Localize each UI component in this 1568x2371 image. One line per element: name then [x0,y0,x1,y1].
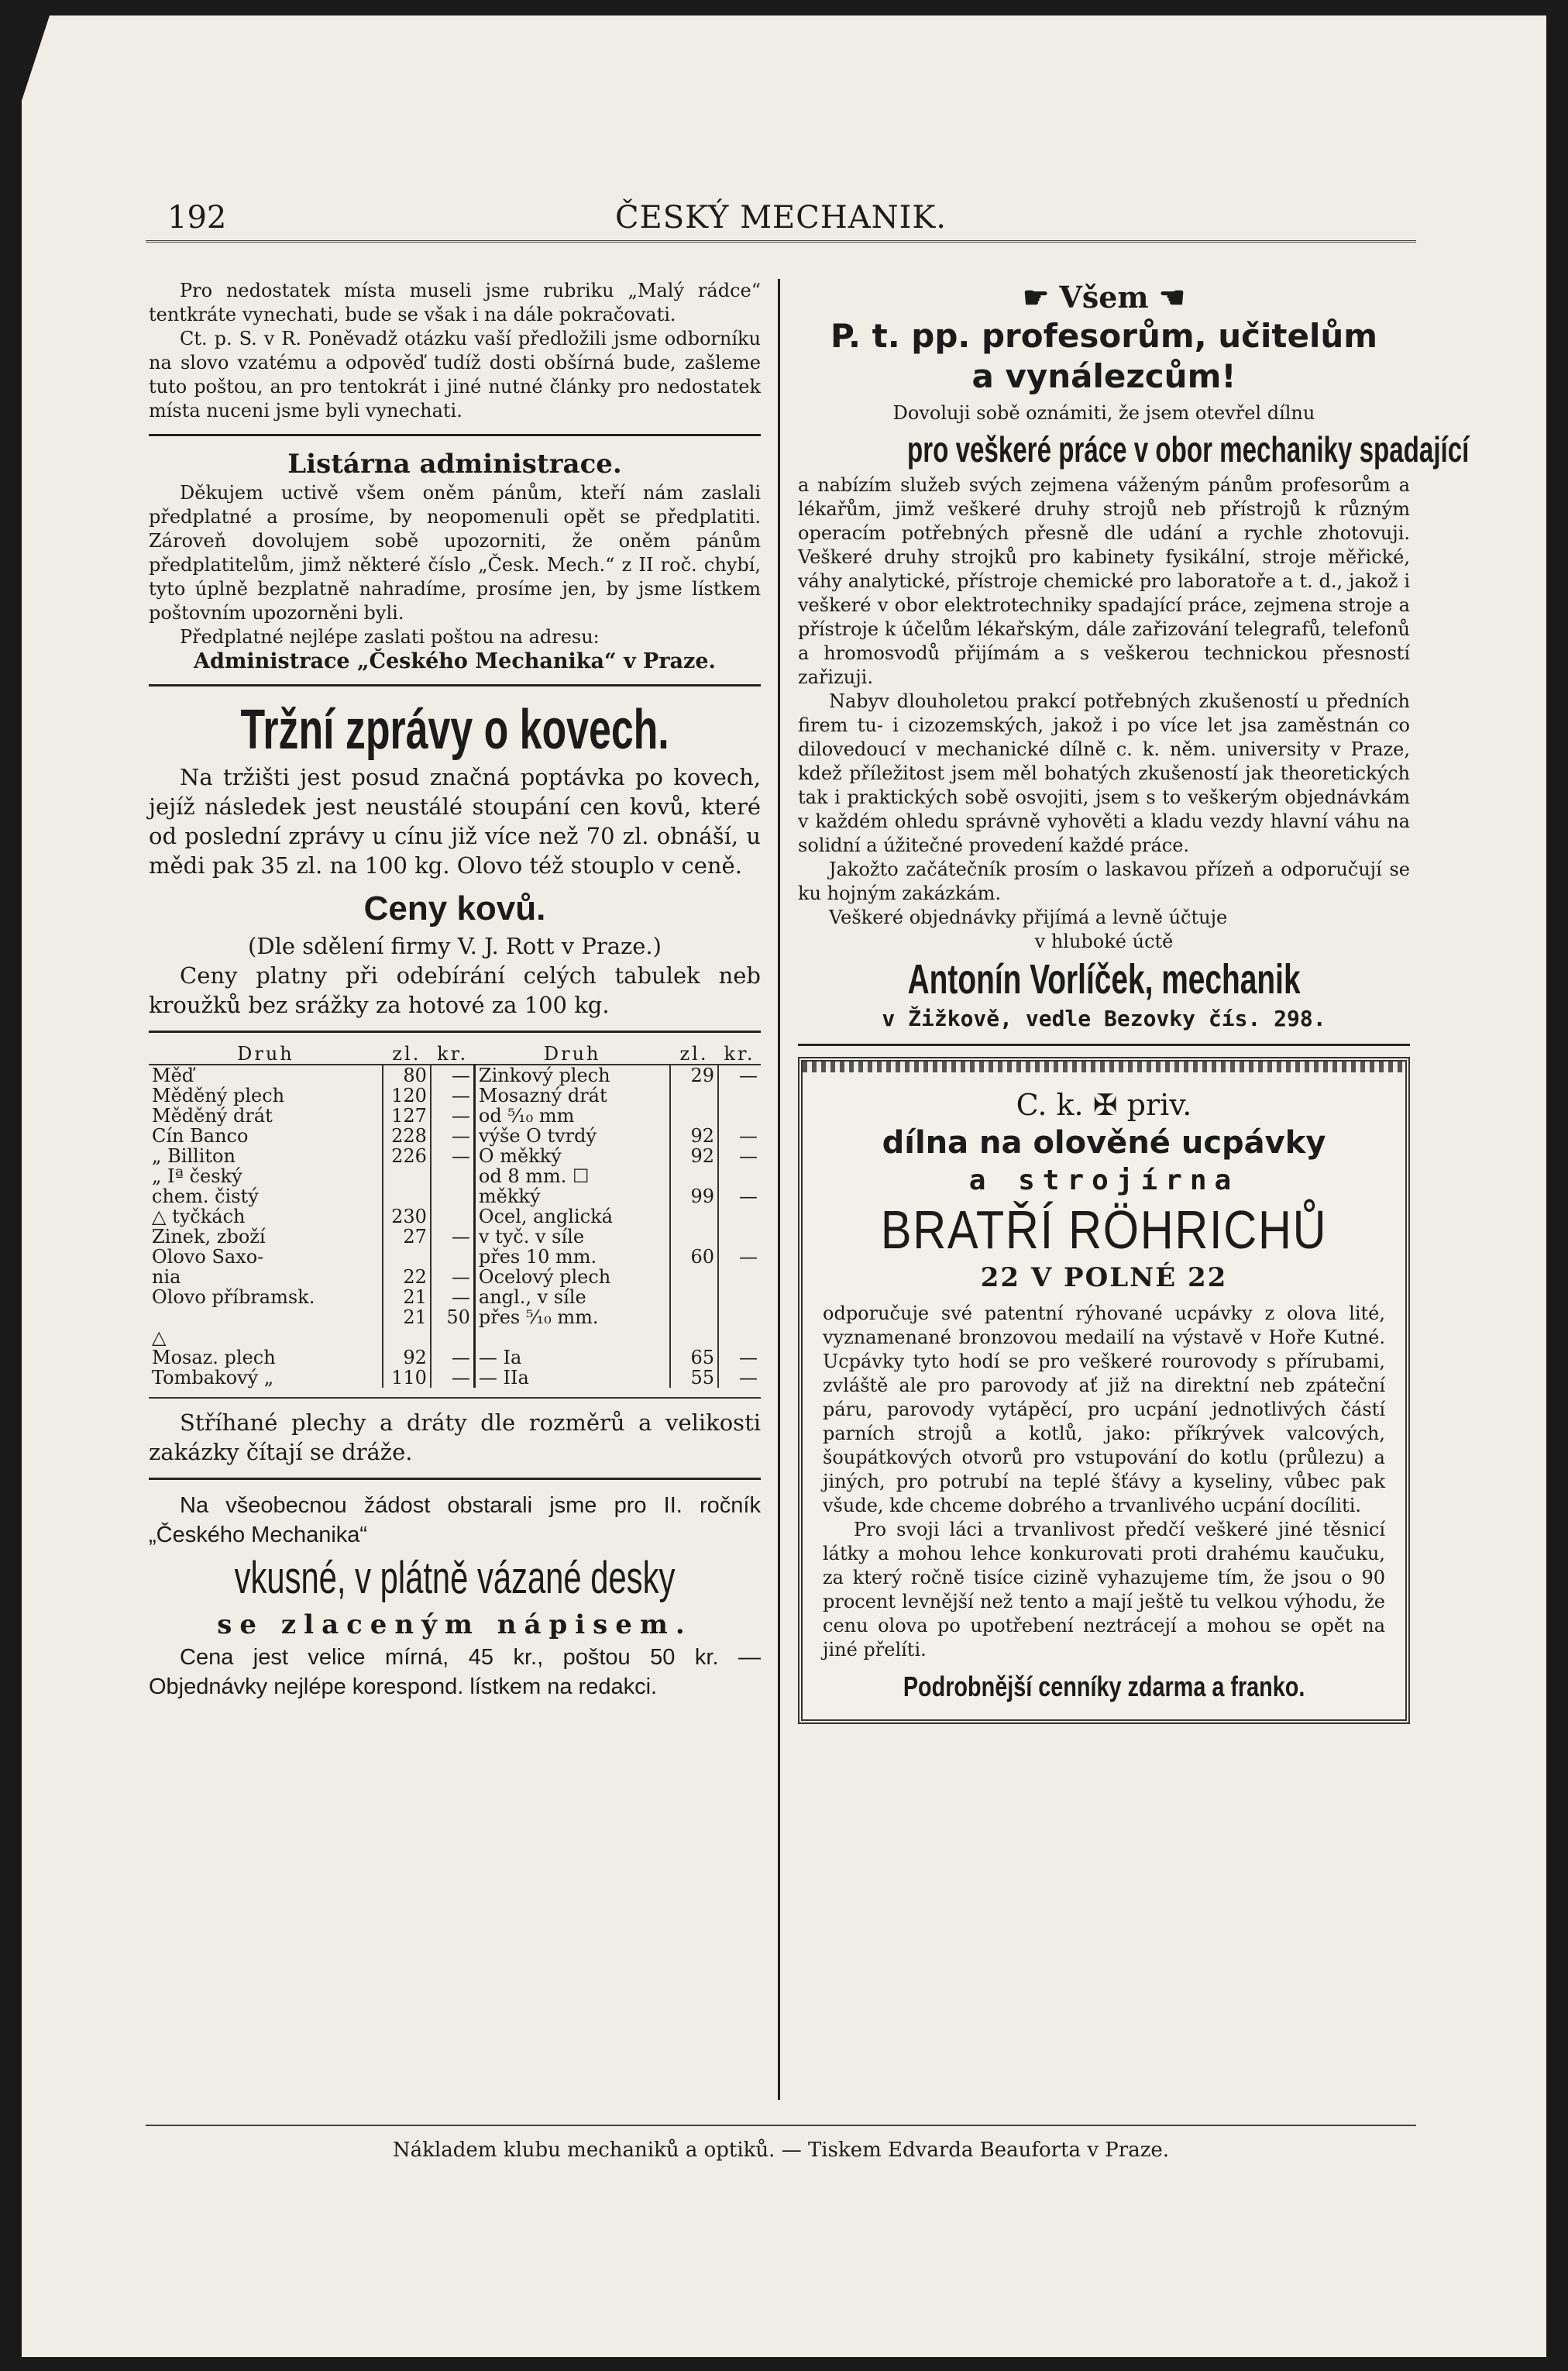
listarna-address-intro: Předplatné nejlépe zaslati poštou na adresu: [180,626,600,648]
table-cell [149,1307,383,1327]
table-row [149,1106,761,1126]
ad1-regards: v hluboké úctě [1034,931,1174,952]
table-cell: — [431,1347,475,1368]
table-cell [431,1166,475,1186]
table-row [149,1327,761,1347]
table-cell: 230 [383,1206,431,1227]
listarna-address: Administrace „Českého Mechanika“ v Praze. [194,649,716,673]
ad2-body-2: Pro svoji láci a trvanlivost předčí veškeré jiné těsnicí látky a mohou lehce konkurovati proti drahému kaučuku, za který ročně tisíce cizině vyhazujeme tím, že jsou o 90 procent levnější než tento a mají ještě tu velkou výhodu, že cenu olova po upotřebení neztrácejí a mohou se opět na jiné přelíti. [823,1519,1385,1660]
table-cell: měkký [474,1186,670,1206]
table-cell: 60 [670,1247,718,1267]
ad2-line-3: a strojírna [968,1165,1240,1196]
col-header: zl. [383,1044,431,1065]
table-cell: 92 [670,1126,718,1146]
table-cell: — [718,1126,761,1146]
col-header: zl. [670,1044,718,1065]
ad2-footer: Podrobnější cenníky zdarma a franko. [903,1671,1305,1702]
table-cell [718,1267,761,1287]
table-cell: — [718,1247,761,1267]
table-cell: 226 [383,1146,431,1166]
table-row [149,1287,761,1307]
table-cell: 92 [670,1146,718,1166]
table-cell: nia [152,1266,181,1288]
section-rule [149,434,761,436]
cut-note: Stříhané plechy a dráty dle rozměrů a velikosti zakázky čítají se dráže. [149,1409,761,1465]
ad1-body-2: Nabyv dlouholetou prakcí potřebných zkušeností u předních firem tu- i cizozemských, jakož i po více let jsa zaměstnán co dilovedoucí v mechanické dílně c. k. něm. university v Praze, kdež příležitost jsem měl bohatých zkušeností jak theoretických tak i praktických sobě osvojiti, jsem s to veškerým objednávkám v každém ohledu správně vyhověti a kladu vezdy hlavní váhu na solidní a úžitečné provedení každé práce. [798,690,1410,856]
table-cell: — [431,1065,475,1086]
page-header [146,200,1416,239]
table-cell [670,1287,718,1307]
running-title: ČESKÝ MECHANIK. [614,200,947,236]
table-cell [670,1227,718,1247]
rohrich-advert [798,1057,1410,1724]
table-cell [383,1247,431,1267]
table-cell [670,1106,718,1126]
table-cell: Mosazný drát [474,1086,670,1106]
binding-paragraph: Na všeobecnou žádost obstarali jsme pro II. ročník „Českého Mechanika“ [149,1493,761,1547]
table-cell [718,1307,761,1327]
notice-paragraph: Pro nedostatek místa museli jsme rubriku „Malý rádce“ tentkráte vynechati, bude se však i na dále pokračovati. [149,280,761,325]
ad1-banner-wrap [798,425,1470,473]
table-cell: přes 10 mm. [474,1247,670,1267]
ad2-footer-wrap [823,1668,1385,1705]
table-cell: — IIa [474,1368,670,1388]
prices-source: (Dle sdělení firmy V. J. Rott v Praze.) [248,933,662,959]
page-number: 192 [167,200,227,236]
col-header: kr. [431,1044,475,1065]
binding-price: Cena jest velice mírná, 45 kr., poštou 50 kr. — Objednávky nejlépe korespond. lístkem na redakci. [149,1645,761,1699]
table-row [149,1267,761,1287]
table-cell [431,1206,475,1227]
prices-note: Ceny platny při odebírání celých tabulek neb kroužků bez srážky za hotové za 100 kg. [149,962,761,1018]
table-cell: Olovo Saxo- [152,1246,264,1268]
table-cell [431,1327,475,1347]
table-cell [670,1267,718,1287]
ad1-banner: pro veškeré práce v obor mechaniky spadající [907,429,1470,470]
listarna-paragraph: Děkujem uctivě všem oněm pánům, kteří nám zaslali předplatné a prosíme, by neopomenuli opět se předplatiti. Zároveň dovolujem sobě upozorniti, že oněm pánům předplatitelům, jimž některé číslo „Česk. Mech.“ z II roč. chybí, tyto úplně bezplatně nahradíme, prosíme jen, by jsme lístkem poštovním upozorněni byli. [149,482,761,624]
table-row [149,1368,761,1388]
prices-heading: Ceny kovů. [363,890,546,927]
footer-rule [146,2125,1416,2126]
table-cell [718,1106,761,1126]
binding-title-wrap [149,1550,761,1607]
listarna-heading: Listárna administrace. [287,449,622,480]
table-cell [718,1227,761,1247]
table-cell: △ [152,1327,167,1348]
table-row [149,1247,761,1267]
price-table-header [149,1044,761,1065]
table-cell [383,1327,431,1347]
table-cell: 65 [670,1347,718,1368]
table-cell: Měděný drát [152,1105,273,1127]
table-cell: Ocelový plech [474,1267,670,1287]
table-cell: — [718,1186,761,1206]
ad1-header: ☛ Všem ☚ [1023,280,1185,315]
table-cell [431,1247,475,1267]
table-cell: 92 [383,1347,431,1368]
ad1-address: v Žižkově, vedle Bezovky čís. 298. [882,1006,1326,1031]
table-cell [670,1086,718,1106]
ad2-line-1: C. k. ✠ priv. [1016,1088,1192,1122]
table-cell: přes ⁵⁄₁₀ mm. [474,1307,670,1327]
table-cell [670,1206,718,1227]
table-cell [670,1166,718,1186]
table-cell: 99 [670,1186,718,1206]
page-corner [22,15,50,101]
table-row [149,1146,761,1166]
table-cell: 55 [670,1368,718,1388]
ad1-signature: Antonín Vorlíček, mechanik [907,956,1301,1003]
left-column [149,279,761,1702]
table-cell: Zinek, zboží [152,1226,266,1247]
table-cell [670,1307,718,1327]
table-cell [718,1166,761,1186]
ad1-signature-wrap [798,954,1410,1005]
table-cell: Olovo příbramsk. [152,1286,315,1308]
table-cell: — [431,1086,475,1106]
table-cell: — [718,1368,761,1388]
table-cell: od 8 mm. ☐ [474,1166,670,1186]
table-cell: od ⁵⁄₁₀ mm [474,1106,670,1126]
table-cell: 50 [431,1307,475,1327]
table-cell [431,1186,475,1206]
table-cell: Tombakový „ [152,1367,274,1389]
table-cell: v tyč. v síle [474,1227,670,1247]
ad1-title: P. t. pp. profesorům, učitelům [830,317,1378,355]
table-cell: 120 [383,1086,431,1106]
header-rule [146,240,1416,243]
table-cell: Mosaz. plech [152,1347,276,1368]
table-cell: — [431,1227,475,1247]
table-row [149,1206,761,1227]
col-header: Druh [149,1044,383,1065]
table-cell: Zinkový plech [474,1065,670,1086]
market-heading: Tržní zprávy o kovech. [240,699,669,761]
table-cell [718,1206,761,1227]
table-cell: 228 [383,1126,431,1146]
right-column [798,279,1470,1724]
section-rule [149,684,761,687]
table-cell: Cín Banco [152,1125,249,1147]
table-cell: — [431,1146,475,1166]
table-cell: Měď [152,1065,194,1086]
table-cell: 80 [383,1065,431,1086]
ad1-body-4: Veškeré objednávky přijímá a levně účtuje [829,907,1228,928]
table-row [149,1227,761,1247]
ad2-address: 22 V POLNÉ 22 [980,1262,1228,1293]
ad2-body: odporučuje své patentní rýhované ucpávky z olova lité, vyznamenané bronzovou medailí na výstavě v Hoře Kutné. Ucpávky tyto hodí se pro veškeré rourovody s přírubami, zvláště ale pro parovody ať již na direktní neb zpáteční páru, parovody vytápěcí, pro ucpání jednotlivých částí parních strojů a kotlů, jako: příkrývek valcových, šoupátkových otvorů pro vstupování do kotlu (průlezu) a jiných, pro potrubí na teplé šťávy a kyseliny, vůbec pak všude, kde chceme dobrého a trvanlivého ucpání docíliti. [823,1303,1385,1516]
page-footer: Nákladem klubu mechaniků a optiků. — Tiskem Edvarda Beauforta v Praze. [392,2139,1170,2162]
binding-subtitle: se zlaceným nápisem. [217,1609,693,1640]
table-cell: — [431,1126,475,1146]
table-cell: — [718,1347,761,1368]
table-row [149,1347,761,1368]
market-paragraph: Na tržišti jest posud značná poptávka po kovech, jejíž následek jest neustálé stoupání cen kovů, které od poslední zprávy u cínu již více než 70 zl. obnáší, u mědi pak 35 zl. na 100 kg. Olovo též stouplo v ceně. [149,764,761,879]
table-top-rule [149,1031,761,1033]
table-cell [718,1327,761,1347]
table-cell [718,1086,761,1106]
table-cell: 21 [383,1307,431,1327]
table-cell: „ Iª český [152,1165,242,1187]
table-cell: výše O tvrdý [474,1126,670,1146]
table-cell: angl., v síle [474,1287,670,1307]
ad2-line-2: dílna na olověné ucpávky [882,1125,1326,1161]
table-cell: — Ia [474,1347,670,1368]
table-cell: — [431,1106,475,1126]
table-row [149,1086,761,1106]
ad2-name-wrap [823,1199,1385,1260]
table-cell: O měkký [474,1146,670,1166]
table-cell: chem. čistý [152,1186,259,1207]
ad1-intro: Dovoluji sobě oznámiti, že jsem otevřel dílnu [892,402,1315,424]
section-rule [798,1044,1410,1046]
ad2-company-name: BRATŘÍ RÖHRICHŮ [880,1199,1328,1260]
table-cell [718,1287,761,1307]
section-rule [149,1478,761,1480]
binding-title: vkusné, v plátně vázané desky [234,1553,676,1603]
table-cell: „ Billiton [152,1145,236,1167]
table-cell: — [431,1287,475,1307]
table-cell [383,1186,431,1206]
ad1-body-3: Jakožto začátečník prosím o laskavou přízeň a odporučují se ku hojným zakázkám. [798,859,1410,904]
table-cell: 27 [383,1227,431,1247]
table-row [149,1065,761,1086]
table-cell: Měděný plech [152,1085,285,1106]
table-cell: 22 [383,1267,431,1287]
col-header: kr. [718,1044,761,1065]
table-cell: △ tyčkách [152,1206,246,1227]
table-cell: — [431,1267,475,1287]
table-bottom-rule [149,1397,761,1399]
column-divider [778,279,780,2100]
table-cell [474,1327,670,1347]
table-cell: 110 [383,1368,431,1388]
table-cell: — [718,1146,761,1166]
ad1-title-2: a vynálezcům! [971,357,1236,395]
table-row [149,1166,761,1186]
market-heading-wrap [149,697,761,762]
col-header: Druh [474,1044,670,1065]
table-cell: — [718,1065,761,1086]
table-cell [383,1166,431,1186]
reply-paragraph: Ct. p. S. v R. Poněvadž otázku vaší předložili jsme odborníku na slovo vzatému a odpověď tudíž dosti obšírná bude, zašleme tuto poštou, an pro tentokrát i jiné nutné články pro nedostatek místa nuceni jsme byli vynechati. [149,328,761,422]
table-row [149,1307,761,1327]
table-cell: Ocel, anglická [474,1206,670,1227]
table-row [149,1126,761,1146]
table-cell: 21 [383,1287,431,1307]
table-cell: 29 [670,1065,718,1086]
ad1-body: a nabízím služeb svých zejmena váženým pánům profesorům a lékařům, jimž veškeré druhy strojů neb přístrojů k různým operacím potřebných přesně dle udání a rychle zhotovuji. Veškeré druhy strojků pro kabinety fysikální, stroje měřické, váhy analytické, přístroje chemické pro laboratoře a t. d., jakož i veškeré v obor elektrotechniky spadající práce, zejmena stroje a přístroje k účelům lékařským, dále zařizování telegrafů, telefonů a hromosvodů přijímám a s veškerou technickou přesností zařizuji. [798,474,1410,688]
table-cell [670,1327,718,1347]
table-cell: — [431,1368,475,1388]
table-cell: 127 [383,1106,431,1126]
table-row [149,1186,761,1206]
price-table [149,1044,761,1388]
